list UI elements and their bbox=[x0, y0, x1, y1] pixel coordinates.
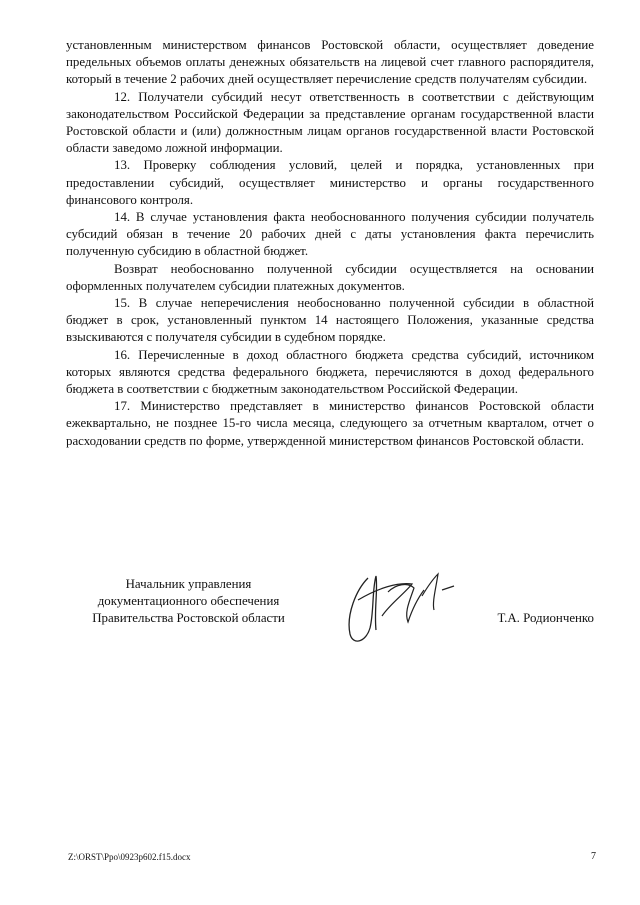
page-number: 7 bbox=[591, 851, 596, 862]
signatory-name: Т.А. Родионченко bbox=[497, 611, 594, 625]
paragraph-17: 17. Министерство представляет в министерство финансов Ростовской области ежеквартально, не позднее 15-го числа месяца, следующего за отчетным кварталом, отчет о расходовании средств по форме, утвержденной министерством финансов Ростовской области. bbox=[66, 399, 594, 448]
document-body bbox=[66, 37, 594, 450]
signatory-title bbox=[66, 576, 311, 628]
signatory-title-line-1: Начальник управления bbox=[125, 577, 252, 591]
paragraph-continuation: установленным министерством финансов Ростовской области, осуществляет доведение предельных объемов оплаты денежных обязательств на лицевой счет главного распорядителя, который в течение 2 рабочих дней осуществляет перечисление средств получателям субсидии. bbox=[66, 38, 594, 87]
handwritten-signature bbox=[338, 560, 458, 650]
signatory-title-line-3: Правительства Ростовской области bbox=[92, 611, 285, 626]
paragraph-16: 16. Перечисленные в доход областного бюджета средства субсидий, источником которых являются средства федерального бюджета, перечисляются в доход федерального бюджета в соответствии с бюджетным законодательством Российской Федерации. bbox=[66, 347, 594, 397]
file-path: Z:\ORST\Ppo\0923p602.f15.docx bbox=[68, 852, 191, 862]
paragraph-14-return: Возврат необоснованно полученной субсидии осуществляется на основании оформленных получателем субсидии платежных документов. bbox=[66, 261, 594, 293]
signatory-title-line-2: документационного обеспечения bbox=[97, 594, 280, 609]
paragraph-12: 12. Получатели субсидий несут ответственность в соответствии с действующим законодательством Российской Федерации за представление органам государственной власти Ростовской области и (или) должностным лицам органов государственной власти Ростовской области заведомо ложной информации. bbox=[66, 89, 594, 156]
paragraph-14: 14. В случае установления факта необоснованного получения субсидии получатель субсидий обязан в течение 20 рабочих дней с даты установления факта перечислить полученную субсидию в областной бюджет. bbox=[66, 210, 594, 259]
paragraph-13: 13. Проверку соблюдения условий, целей и порядка, установленных при предоставлении субсидий, осуществляет министерство и органы государственного финансового контроля. bbox=[66, 158, 594, 207]
paragraph-15: 15. В случае неперечисления необоснованно полученной субсидии в областной бюджет в срок, установленный пунктом 14 настоящего Положения, указанные средства взыскиваются с получателя субсидии в судебном порядке. bbox=[66, 296, 594, 345]
